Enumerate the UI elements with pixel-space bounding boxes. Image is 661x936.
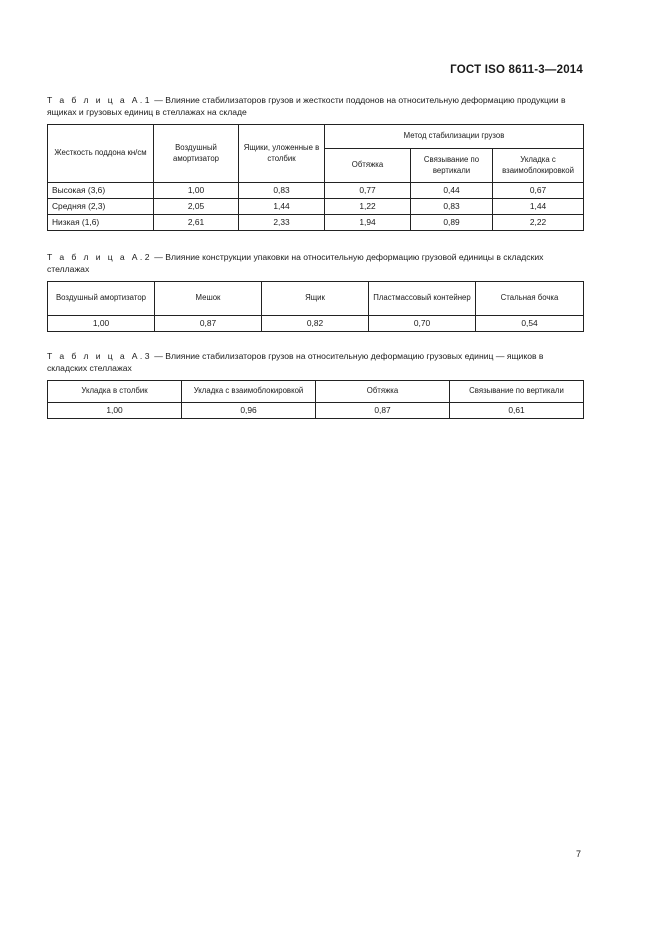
table-a2-header: Мешок [155,282,262,316]
table-a1-header-interlock: Укладка с взаимоблокировкой [493,149,584,183]
table-a2-header: Пластмассовый контейнер [369,282,476,316]
table-a1-header-air-cushion: Воздушный амортизатор [154,125,239,183]
table-row [48,199,584,215]
table-a3-header: Укладка с взаимоблокировкой [182,381,316,403]
table-cell: 2,22 [493,215,584,231]
table-a1-header-method-group: Метод стабилизации грузов [325,125,584,149]
table-a1-prefix: Т а б л и ц а А.1 [47,95,152,105]
table-a2-header: Воздушный амортизатор [48,282,155,316]
row-label: Низкая (1,6) [48,215,154,231]
table-a1-caption-text: — Влияние стабилизаторов грузов и жесткости поддонов на относительную деформацию продукции в ящиках и грузовых единиц в стеллажах на складе [47,95,566,117]
table-cell: 0,44 [411,183,493,199]
table-cell: 1,00 [154,183,239,199]
table-a2-header: Ящик [262,282,369,316]
row-label: Средняя (2,3) [48,199,154,215]
table-cell: 0,87 [155,316,262,332]
table-a2-header: Стальная бочка [476,282,584,316]
table-cell: 2,05 [154,199,239,215]
table-a1-caption [47,95,583,118]
table-cell: 1,44 [493,199,584,215]
table-a3-caption-text: — Влияние стабилизаторов грузов на относительную деформацию грузовых единиц — ящиков в складских стеллажах [47,351,544,373]
table-a2-caption [47,252,583,275]
table-row [48,183,584,199]
table-cell: 0,67 [493,183,584,199]
table-cell: 0,89 [411,215,493,231]
table-a3-caption [47,351,583,374]
table-cell: 1,22 [325,199,411,215]
table-a1 [47,124,584,231]
table-cell: 0,96 [182,403,316,419]
table-cell: 0,61 [450,403,584,419]
table-a2-caption-text: — Влияние конструкции упаковки на относительную деформацию грузовой единицы в складских стеллажах [47,252,544,274]
document-header: ГОСТ ISO 8611-3—2014 [450,64,583,76]
table-cell: 0,87 [316,403,450,419]
table-a3-prefix: Т а б л и ц а А.3 [47,351,152,361]
table-a1-header-stiffness: Жесткость поддона кн/см [48,125,154,183]
table-a1-header-boxes-stacked: Ящики, уложенные в столбик [239,125,325,183]
table-cell: 0,54 [476,316,584,332]
table-a2-prefix: Т а б л и ц а А.2 [47,252,152,262]
table-a3 [47,380,584,419]
table-cell: 0,83 [239,183,325,199]
table-cell: 2,33 [239,215,325,231]
table-cell: 1,44 [239,199,325,215]
table-cell: 0,77 [325,183,411,199]
table-cell: 0,83 [411,199,493,215]
table-a1-header-wrap: Обтяжка [325,149,411,183]
table-cell: 1,00 [48,403,182,419]
table-a3-header: Укладка в столбик [48,381,182,403]
table-a2 [47,281,584,332]
table-row [48,316,584,332]
table-a3-header: Обтяжка [316,381,450,403]
table-cell: 1,00 [48,316,155,332]
row-label: Высокая (3,6) [48,183,154,199]
page-number: 7 [575,849,581,859]
table-cell: 0,70 [369,316,476,332]
table-cell: 1,94 [325,215,411,231]
table-row [48,215,584,231]
table-a3-header: Связывание по вертикали [450,381,584,403]
table-a1-header-vertical-bind: Связывание по вертикали [411,149,493,183]
table-row [48,403,584,419]
table-cell: 2,61 [154,215,239,231]
table-cell: 0,82 [262,316,369,332]
